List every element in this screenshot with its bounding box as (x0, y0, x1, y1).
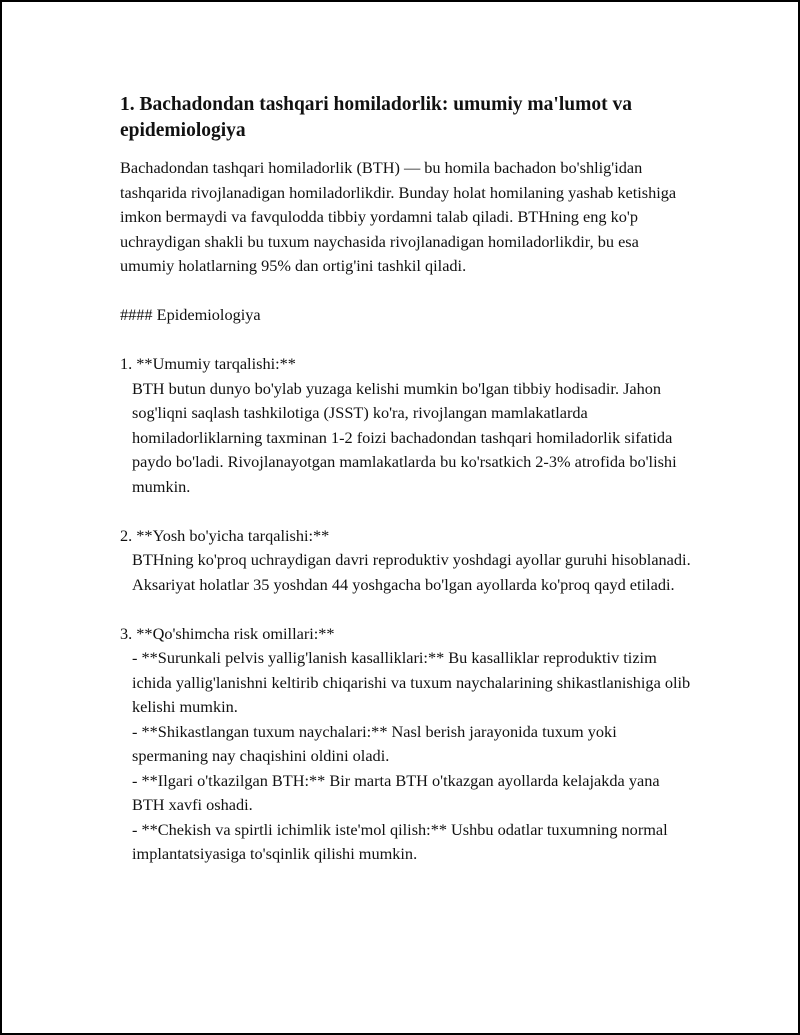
risk-factor-item-2: - **Shikastlangan tuxum naychalari:** Nasl berish jarayonida tuxum yoki spermaning nay chaqishini oldini oladi. (132, 721, 617, 765)
subheading-epidemiology: #### Epidemiologiya (120, 305, 261, 324)
section-3-heading: 3. **Qo'shimcha risk omillari:** (120, 623, 335, 643)
intro-paragraph: Bachadondan tashqari homiladorlik (BTH) — bu homila bachadon bo'shlig'idan tashqarida rivojlanadigan homiladorlikdir. Bunday holat homilaning yashab ketishiga imkon bermaydi va favqulodda tibbiy yordamni talab qiladi. BTHning eng ko'p uchraydigan shakli bu tuxum naychasida rivojlanadigan homiladorlikdir, bu esa umumiy holatlarning 95% dan ortig'ini tashkil qiladi. (120, 158, 677, 275)
document-title: 1. Bachadondan tashqari homiladorlik: umumiy ma'lumot va epidemiologiya (120, 94, 632, 141)
spacer (120, 328, 695, 353)
spacer (120, 279, 695, 304)
risk-factor-item-4: - **Chekish va spirtli ichimlik iste'mol qilish:** Ushbu odatlar tuxumning normal implantatsiyasiga to'sqinlik qilishi mumkin. (132, 819, 668, 863)
section-1-body: BTH butun dunyo bo'ylab yuzaga kelishi mumkin bo'lgan tibbiy hodisadir. Jahon sog'liqni saqlash tashkilotiga (JSST) ko'ra, rivojlangan mamlakatlarda homiladorliklarning taxminan 1-2 foizi bachadondan tashqari homiladorlik sifatida paydo bo'ladi. Rivojlanayotgan mamlakatlarda bu ko'rsatkich 2-3% atrofida bo'lishi mumkin. (132, 378, 677, 496)
section-2-heading: 2. **Yosh bo'yicha tarqalishi:** (120, 525, 330, 545)
section-2-body: BTHning ko'proq uchraydigan davri reproduktiv yoshdagi ayollar guruhi hisoblanadi. Aksariyat holatlar 35 yoshdan 44 yoshgacha bo'lgan ayollarda ko'proq qayd etiladi. (132, 550, 691, 594)
risk-factor-item-3: - **Ilgari o'tkazilgan BTH:** Bir marta BTH o'tkazgan ayollarda kelajakda yana BTH xavfi oshadi. (132, 770, 660, 814)
section-1-heading: 1. **Umumiy tarqalishi:** (120, 354, 296, 373)
spacer (120, 597, 695, 622)
risk-factor-item-1: - **Surunkali pelvis yallig'lanish kasalliklari:** Bu kasalliklar reproduktiv tizim ichida yallig'lanishni keltirib chiqarishi va tuxum naychalarining shikastlanishiga olib kelishi mumkin. (132, 648, 691, 716)
spacer (120, 499, 695, 524)
document-content (120, 92, 695, 867)
